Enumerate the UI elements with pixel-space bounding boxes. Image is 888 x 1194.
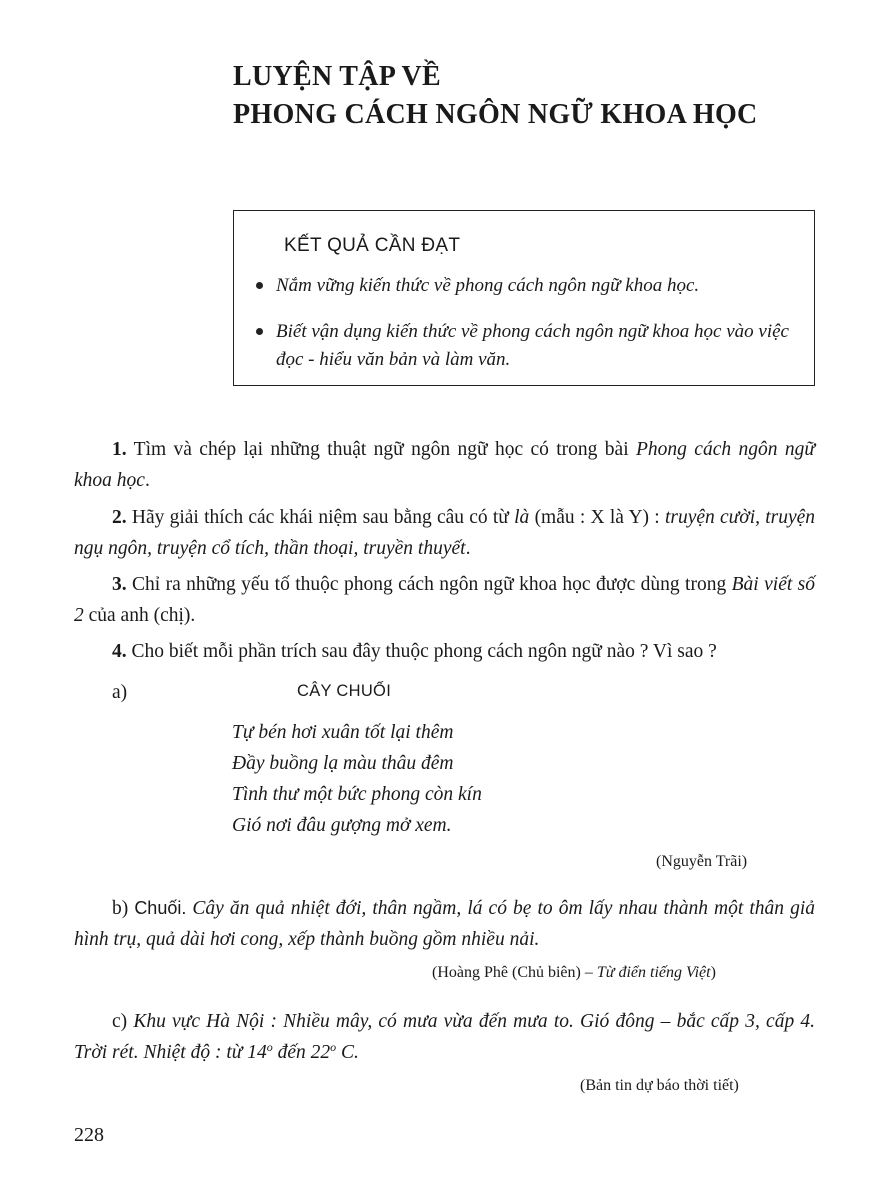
page-number: 228: [74, 1124, 104, 1146]
bullet-icon: [256, 282, 263, 289]
excerpt-c: c) Khu vực Hà Nội : Nhiều mây, có mưa vừa đến mưa to. Gió đông – bắc cấp 3, cấp 4. Trời rét. Nhiệt độ : từ 14$^o$ đến 22$^o$ C.: [74, 1011, 815, 1063]
lesson-title: Phong cách ngôn ngữ khoa học: [74, 439, 816, 491]
exercise-number: 1.: [112, 439, 127, 460]
exercise-3: 3. Chỉ ra những yếu tố thuộc phong cách ngôn ngữ khoa học được dùng trong Bài viết số 2 của anh (chị).: [74, 574, 816, 626]
weather-text: Khu vực Hà Nội : Nhiều mây, có mưa vừa đến mưa to. Gió đông – bắc cấp 3, cấp 4. Trời rét. Nhiệt độ : từ 14$^o$ đến 22$^o$ C.: [74, 1011, 815, 1063]
poem-line: Gió nơi đâu gượng mở xem.: [232, 815, 452, 836]
title-line-1: LUYỆN TẬP VỀ: [233, 61, 441, 92]
poem-source: (Nguyễn Trãi): [656, 853, 748, 870]
exercise-number: 2.: [112, 507, 127, 528]
goals-heading: KẾT QUẢ CẦN ĐẠT: [284, 235, 461, 256]
exercise-number: 3.: [112, 574, 127, 595]
page-title: [233, 58, 758, 134]
poem-line: Tình thư một bức phong còn kín: [232, 784, 482, 805]
goal-item: Biết vận dụng kiến thức về phong cách ngôn ngữ khoa học vào việc đọc - hiểu văn bản và làm văn.: [256, 318, 796, 374]
excerpt-c-source: (Bản tin dự báo thời tiết): [580, 1077, 739, 1094]
excerpt-a-label: a): [112, 682, 128, 703]
poem-title: CÂY CHUỐI: [297, 682, 392, 700]
poem: [232, 717, 482, 841]
poem-line: Tự bén hơi xuân tốt lại thêm: [232, 722, 454, 743]
term-list: truyện cười, truyện ngụ ngôn, truyện cổ tích, thần thoại, truyền thuyết: [74, 507, 816, 559]
excerpt-b-source: (Hoàng Phê (Chủ biên) – Từ điển tiếng Việt): [432, 964, 716, 981]
exercise-1: 1. Tìm và chép lại những thuật ngữ ngôn ngữ học có trong bài Phong cách ngôn ngữ khoa học.: [74, 439, 816, 491]
exercise-4: 4. Cho biết mỗi phần trích sau đây thuộc phong cách ngôn ngữ nào ? Vì sao ?: [112, 641, 717, 662]
exercise-number: 4.: [112, 641, 127, 662]
poem-line: Đầy buồng lạ màu thâu đêm: [232, 753, 454, 774]
bullet-icon: [256, 328, 263, 335]
learning-goals-box: [233, 210, 815, 386]
exercise-2: 2. Hãy giải thích các khái niệm sau bằng câu có từ là (mẫu : X là Y) : truyện cười, truyện ngụ ngôn, truyện cổ tích, thần thoại, truyền thuyết.: [74, 507, 816, 559]
excerpt-b: b) Chuối. Cây ăn quả nhiệt đới, thân ngầm, lá có bẹ to ôm lấy nhau thành một thân giả hình trụ, quả dài hơi cong, xếp thành buồng gồm nhiều nải.: [74, 898, 815, 950]
goal-item: Nắm vững kiến thức về phong cách ngôn ngữ khoa học.: [256, 272, 796, 300]
title-line-2: PHONG CÁCH NGÔN NGỮ KHOA HỌC: [233, 99, 758, 130]
